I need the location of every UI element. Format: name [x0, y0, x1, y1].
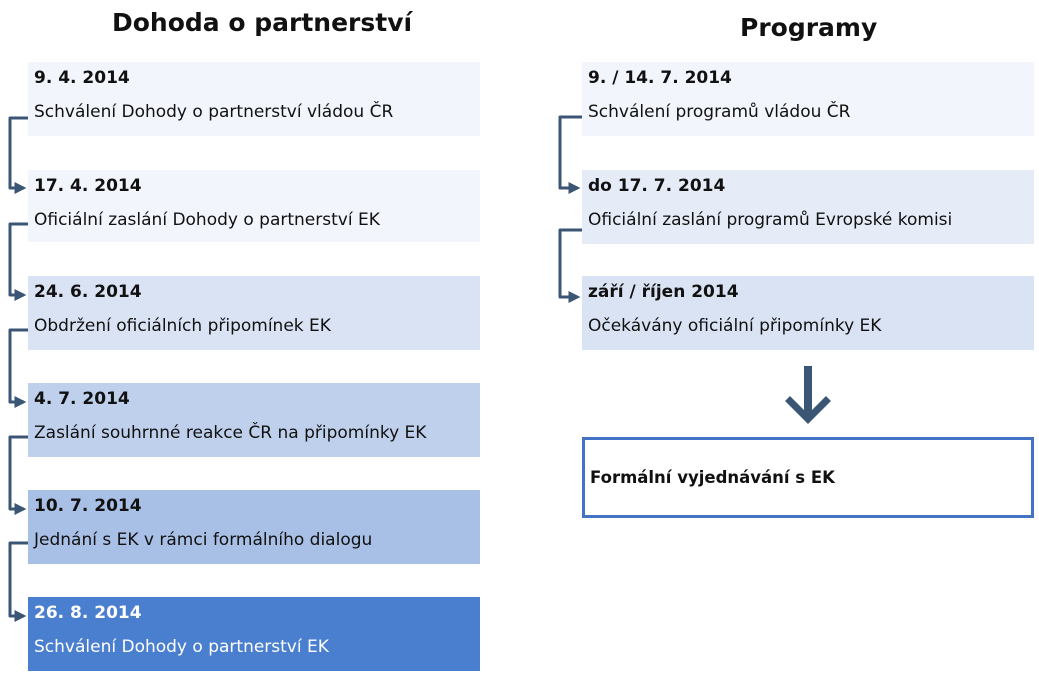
step-date: 9. / 14. 7. 2014 — [588, 68, 732, 88]
step-date: 9. 4. 2014 — [34, 68, 130, 88]
step-description: Schválení Dohody o partnerství vládou ČR — [34, 102, 394, 122]
step-date: září / říjen 2014 — [588, 282, 739, 302]
step-description: Očekávány oficiální připomínky EK — [588, 316, 882, 336]
right-column-title: Programy — [740, 13, 878, 42]
connector-left-2 — [10, 224, 28, 295]
step-date: do 17. 7. 2014 — [588, 176, 726, 196]
step-date: 10. 7. 2014 — [34, 496, 142, 516]
step-description: Schválení programů vládou ČR — [588, 102, 851, 122]
step-description: Jednání s EK v rámci formálního dialogu — [34, 530, 373, 550]
left-column-title: Dohoda o partnerství — [112, 8, 413, 37]
down-arrow-icon — [790, 366, 826, 419]
step-description: Oficiální zaslání Dohody o partnerství EK — [34, 210, 380, 230]
step-date: 17. 4. 2014 — [34, 176, 142, 196]
connector-left-5 — [10, 543, 28, 616]
connector-right-2 — [560, 230, 582, 297]
connector-left-3 — [10, 330, 28, 402]
step-description: Zaslání souhrnné reakce ČR na připomínky EK — [34, 423, 427, 443]
connector-left-1 — [10, 118, 28, 188]
step-description: Obdržení oficiálních připomínek EK — [34, 316, 331, 336]
connector-right-1 — [560, 117, 582, 188]
step-date: 4. 7. 2014 — [34, 389, 130, 409]
formal-negotiation-label: Formální vyjednávání s EK — [590, 468, 835, 487]
step-description: Oficiální zaslání programů Evropské komisi — [588, 210, 953, 230]
step-date: 24. 6. 2014 — [34, 282, 142, 302]
step-date: 26. 8. 2014 — [34, 603, 142, 623]
connector-left-4 — [10, 437, 28, 509]
step-description: Schválení Dohody o partnerství EK — [34, 637, 329, 657]
